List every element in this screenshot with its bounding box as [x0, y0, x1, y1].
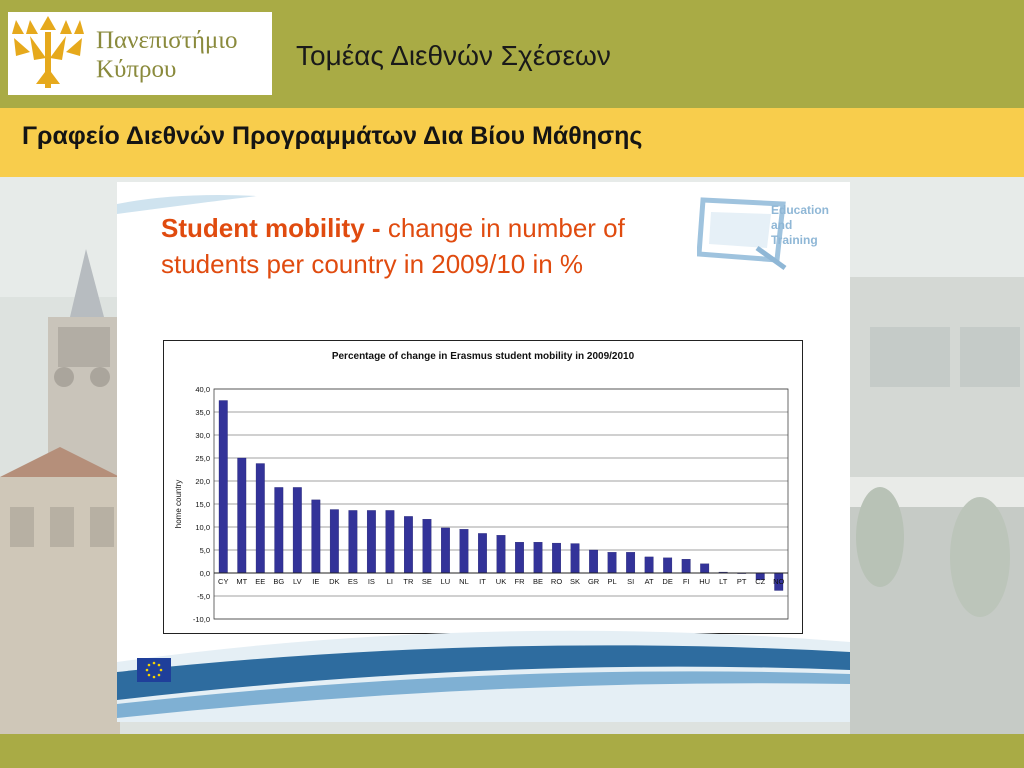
logo-word-and: and [771, 218, 793, 232]
x-tick-label: ES [347, 577, 358, 586]
slide-panel [117, 182, 850, 722]
bar-BG [275, 487, 284, 573]
bar-chart [164, 341, 802, 633]
x-tick-label: PT [736, 577, 747, 586]
bar-FI [682, 559, 691, 573]
x-tick-label: TR [403, 577, 414, 586]
heading-bold: Student mobility [161, 213, 365, 243]
bar-GR [589, 550, 598, 573]
bar-SE [423, 519, 432, 573]
x-tick-label: PL [607, 577, 617, 586]
y-tick-label: 15,0 [195, 500, 210, 509]
x-tick-label: EE [255, 577, 266, 586]
x-tick-label: FR [514, 577, 525, 586]
x-tick-label: DE [662, 577, 673, 586]
x-tick-label: GR [587, 577, 600, 586]
header-bar [0, 0, 1024, 108]
x-tick-label: CZ [755, 577, 766, 586]
bar-NL [460, 529, 469, 573]
eu-flag-icon [137, 658, 171, 682]
x-tick-label: LV [293, 577, 302, 586]
y-axis-label: home country [174, 479, 183, 529]
x-tick-label: SK [570, 577, 581, 586]
x-tick-label: IT [479, 577, 486, 586]
bar-DE [663, 558, 672, 573]
bar-CY [219, 401, 228, 574]
bar-LV [293, 487, 302, 573]
bar-FR [515, 542, 524, 573]
bar-EE [256, 464, 265, 573]
x-tick-label: LU [440, 577, 451, 586]
bar-AT [645, 557, 654, 573]
bar-BE [534, 542, 543, 573]
bar-DK [330, 510, 339, 573]
heading-dash: - [371, 213, 381, 243]
x-tick-label: RO [550, 577, 563, 586]
logo-word-training: Training [771, 233, 818, 247]
x-tick-label: SE [421, 577, 432, 586]
x-tick-label: BG [273, 577, 285, 586]
x-tick-label: NO [773, 577, 785, 586]
x-tick-label: LI [386, 577, 394, 586]
bar-MT [238, 458, 247, 573]
slide-heading [161, 210, 681, 282]
bar-IT [478, 533, 487, 573]
heading-rest: change in number of students per country in 2009/10 in % [161, 213, 625, 279]
bar-IS [367, 510, 376, 573]
y-tick-label: 35,0 [195, 408, 210, 417]
education-training-logo [697, 190, 847, 280]
bar-LI [386, 510, 395, 573]
x-tick-label: UK [495, 577, 507, 586]
x-tick-label: BE [533, 577, 544, 586]
y-tick-label: 25,0 [195, 454, 210, 463]
x-tick-label: SI [627, 577, 635, 586]
x-tick-label: AT [644, 577, 654, 586]
y-tick-label: 30,0 [195, 431, 210, 440]
y-tick-label: 0,0 [199, 569, 210, 578]
bar-LU [441, 528, 450, 573]
y-tick-label: 10,0 [195, 523, 210, 532]
page-subtitle: Γραφείο Διεθνών Προγραμμάτων Δια Βίου Μάθησης [22, 122, 643, 150]
x-tick-label: FI [682, 577, 690, 586]
bar-IE [312, 500, 321, 573]
university-logo [8, 12, 272, 95]
x-tick-label: MT [236, 577, 248, 586]
bar-PL [608, 552, 617, 573]
bar-TR [404, 516, 413, 573]
x-tick-label: IS [367, 577, 375, 586]
x-tick-label: NL [459, 577, 469, 586]
y-tick-label: 40,0 [195, 385, 210, 394]
logo-word-education: Education [771, 203, 830, 217]
x-tick-label: DK [329, 577, 340, 586]
footer-bar [0, 734, 1024, 768]
subtitle-bar [0, 108, 1024, 177]
bar-UK [497, 535, 506, 573]
x-tick-label: CY [218, 577, 229, 586]
y-tick-label: 20,0 [195, 477, 210, 486]
y-tick-label: -10,0 [192, 615, 210, 624]
slide-waves [117, 622, 850, 722]
x-tick-label: LT [719, 577, 728, 586]
bar-SK [571, 544, 580, 573]
page-title: Τομέας Διεθνών Σχέσεων [296, 40, 611, 71]
bar-HU [700, 564, 709, 573]
x-tick-label: IE [312, 577, 320, 586]
x-tick-label: HU [699, 577, 711, 586]
bar-SI [626, 552, 635, 573]
y-tick-label: -5,0 [197, 592, 210, 601]
chart-title: Percentage of change in Erasmus student mobility in 2009/2010 [331, 351, 635, 362]
chart-panel [163, 340, 803, 634]
bar-RO [552, 543, 561, 573]
olive-branch-icon [8, 12, 88, 95]
logo-text: Πανεπιστήμιο Κύπρου [96, 27, 238, 83]
y-tick-label: 5,0 [199, 546, 210, 555]
bar-ES [349, 510, 358, 573]
